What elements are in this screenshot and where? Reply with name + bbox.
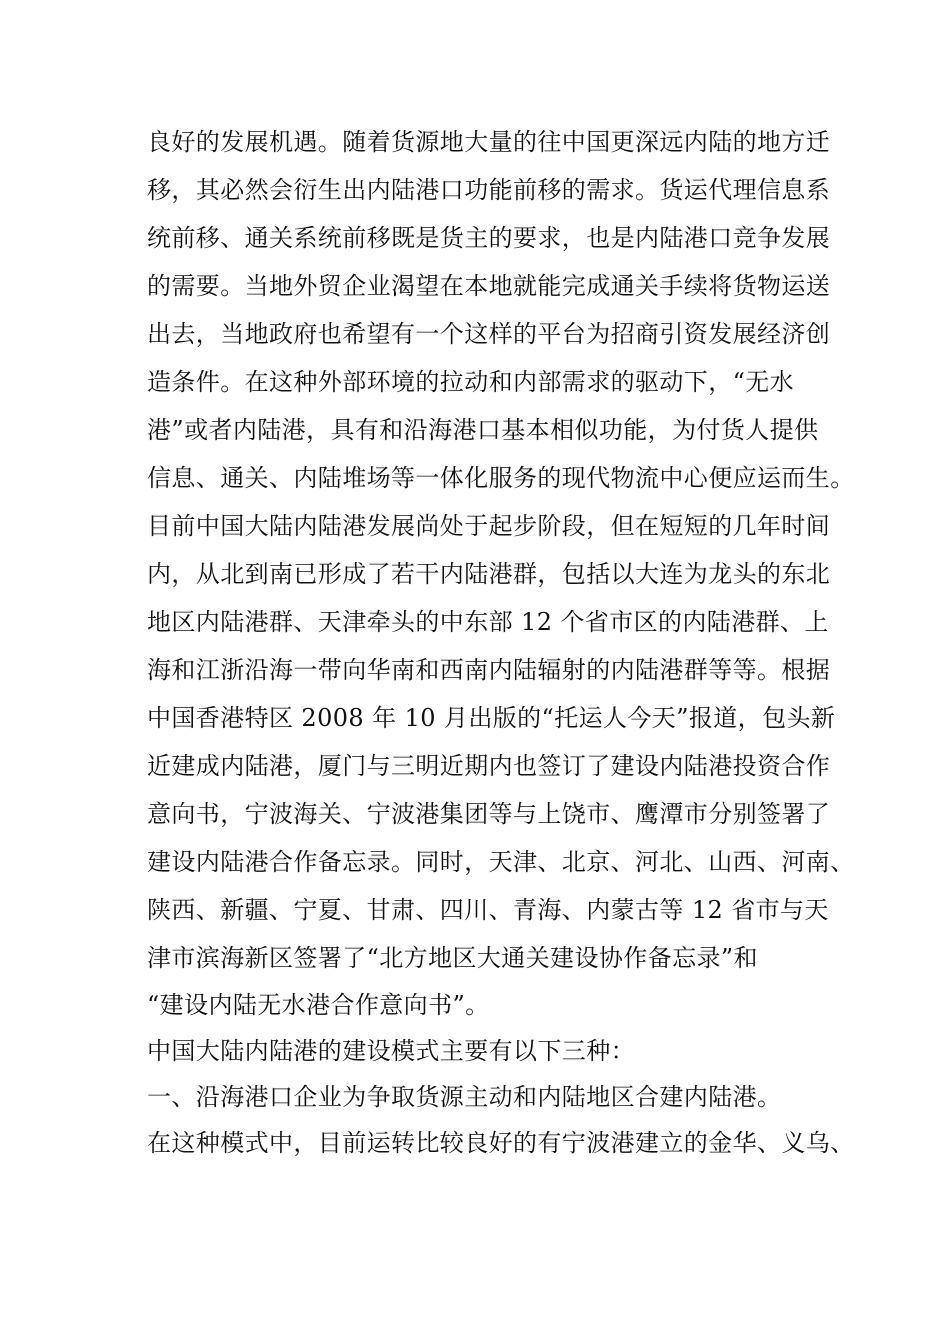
text-line: 港”或者内陆港，具有和沿海港口基本相似功能，为付货人提供 xyxy=(147,416,819,444)
text-line: 一、沿海港口企业为争取货源主动和内陆地区合建内陆港。 xyxy=(147,1083,782,1111)
text-line: 近建成内陆港，厦门与三明近期内也签订了建设内陆港投资合作 xyxy=(147,752,831,780)
document-body xyxy=(147,118,855,1166)
text-line: 陕西、新疆、宁夏、甘肃、四川、青海、内蒙古等 12 省市与天 xyxy=(147,896,829,924)
text-line: 海和江浙沿海一带向华南和西南内陆辐射的内陆港群等等。根据 xyxy=(147,656,831,684)
text-line: 津市滨海新区签署了“北方地区大通关建设协作备忘录”和 xyxy=(147,944,758,972)
text-line: 中国香港特区 2008 年 10 月出版的“托运人今天”报道，包头新 xyxy=(147,704,836,732)
text-line: 信息、通关、内陆堆场等一体化服务的现代物流中心便应运而生。 xyxy=(147,464,855,492)
text-line: 内，从北到南已形成了若干内陆港群，包括以大连为龙头的东北 xyxy=(147,560,831,588)
text-line: 良好的发展机遇。随着货源地大量的往中国更深远内陆的地方迁 xyxy=(147,128,831,156)
text-line: 地区内陆港群、天津牵头的中东部 12 个省市区的内陆港群、上 xyxy=(147,608,829,636)
text-line: 目前中国大陆内陆港发展尚处于起步阶段，但在短短的几年时间 xyxy=(147,512,831,540)
text-line: 在这种模式中，目前运转比较良好的有宁波港建立的金华、义乌、 xyxy=(147,1129,855,1157)
text-line: “建设内陆无水港合作意向书”。 xyxy=(147,991,490,1019)
text-line: 移，其必然会衍生出内陆港口功能前移的需求。货运代理信息系 xyxy=(147,176,831,204)
text-line: 意向书，宁波海关、宁波港集团等与上饶市、鹰潭市分别签署了 xyxy=(147,800,831,828)
text-line: 出去，当地政府也希望有一个这样的平台为招商引资发展经济创 xyxy=(147,320,831,348)
text-line: 统前移、通关系统前移既是货主的要求，也是内陆港口竞争发展 xyxy=(147,224,831,252)
text-line: 建设内陆港合作备忘录。同时，天津、北京、河北、山西、河南、 xyxy=(147,848,855,876)
text-line: 中国大陆内陆港的建设模式主要有以下三种： xyxy=(147,1037,635,1065)
text-line: 的需要。当地外贸企业渴望在本地就能完成通关手续将货物运送 xyxy=(147,272,831,300)
text-line: 造条件。在这种外部环境的拉动和内部需求的驱动下，“无水 xyxy=(147,368,795,396)
